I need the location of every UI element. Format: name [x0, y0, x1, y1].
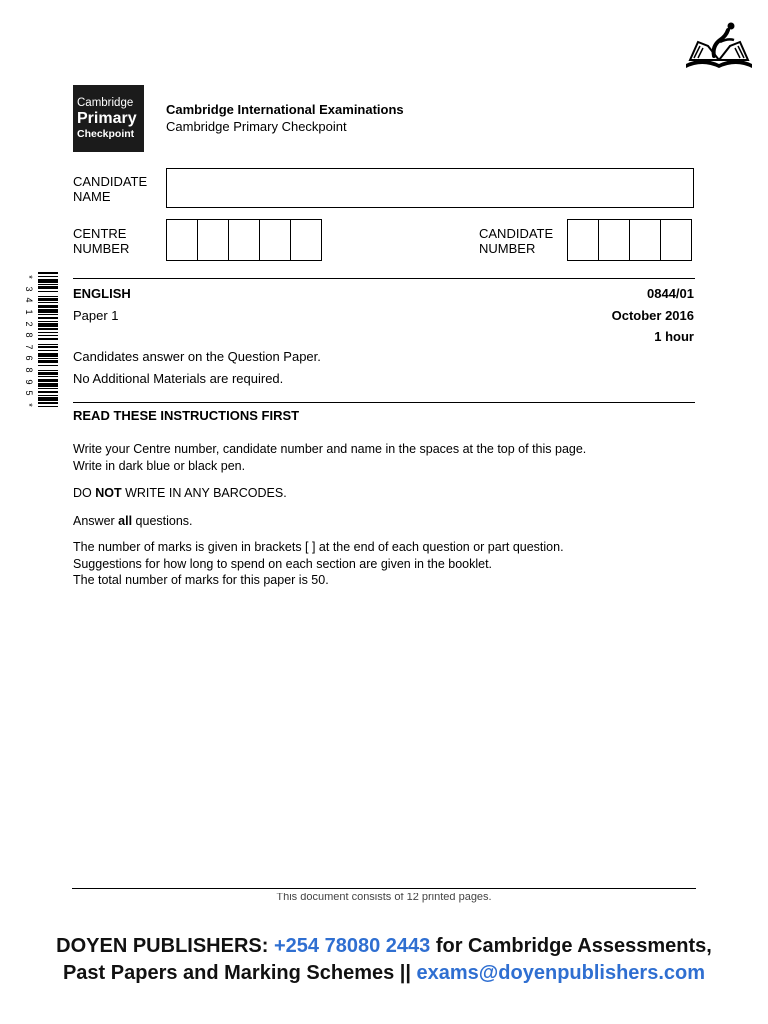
- footer-divider: [72, 888, 696, 889]
- instructions-paragraph-2: [73, 485, 693, 502]
- centre-digit-box[interactable]: [228, 219, 260, 261]
- candidate-digit-box[interactable]: [660, 219, 692, 261]
- org-title: Cambridge International Examinations: [166, 102, 404, 117]
- barcode: [22, 272, 62, 410]
- page-count-note: [0, 893, 768, 903]
- barcode-digits: [22, 272, 34, 410]
- publisher-banner: [0, 933, 768, 987]
- barcode-digit: 1: [24, 309, 34, 315]
- barcode-digit: 7: [24, 344, 34, 350]
- centre-digit-box[interactable]: [197, 219, 229, 261]
- barcode-bars: [38, 272, 58, 410]
- answer-instruction: Candidates answer on the Question Paper.: [73, 349, 321, 364]
- barcode-digit: 9: [24, 379, 34, 385]
- publisher-phone-link[interactable]: +254 78080 2443: [273, 935, 431, 957]
- divider: [73, 402, 695, 403]
- candidate-name-label: [73, 174, 147, 204]
- divider: [73, 278, 695, 279]
- publisher-name: DOYEN PUBLISHERS:: [56, 935, 269, 957]
- paper-number: Paper 1: [73, 308, 119, 323]
- subject: ENGLISH: [73, 286, 131, 301]
- centre-number-label: [73, 226, 129, 256]
- instruction-line: The total number of marks for this paper is 50.: [73, 573, 329, 587]
- centre-number-field: [166, 219, 322, 261]
- exam-session: October 2016: [611, 308, 694, 323]
- instruction-emphasis: NOT: [95, 486, 122, 500]
- instruction-text: WRITE IN ANY BARCODES.: [121, 486, 287, 500]
- logo-line-2: Primary: [77, 110, 137, 127]
- publisher-tagline: for Cambridge Assessments,: [435, 935, 712, 957]
- materials-note: No Additional Materials are required.: [73, 371, 284, 386]
- barcode-digit: 5: [24, 390, 34, 396]
- candidate-name-label-line-2: NAME: [73, 189, 111, 204]
- instruction-text: DO: [73, 486, 96, 500]
- reader-book-icon: [684, 20, 754, 72]
- candidate-number-field: [567, 219, 692, 261]
- instruction-text: questions.: [132, 514, 193, 528]
- barcode-digit: 2: [24, 320, 34, 326]
- centre-digit-box[interactable]: [166, 219, 198, 261]
- instruction-line: Write in dark blue or black pen.: [73, 458, 246, 473]
- instruction-text: Answer: [73, 514, 119, 528]
- logo-line-3: Checkpoint: [77, 128, 135, 140]
- centre-number-label-line-1: CENTRE: [73, 226, 127, 241]
- candidate-number-label: [479, 226, 553, 256]
- candidate-name-label-line-1: CANDIDATE: [73, 174, 148, 189]
- org-subtitle: Cambridge Primary Checkpoint: [166, 119, 347, 134]
- syllabus-code: 0844/01: [647, 286, 694, 301]
- barcode-digit: *: [24, 403, 34, 407]
- cambridge-primary-checkpoint-logo: [73, 85, 144, 152]
- instructions-heading: READ THESE INSTRUCTIONS FIRST: [73, 408, 300, 423]
- barcode-digit: *: [24, 275, 34, 279]
- candidate-name-field[interactable]: [166, 168, 694, 208]
- candidate-number-label-line-1: CANDIDATE: [479, 226, 554, 241]
- instruction-emphasis: all: [118, 514, 133, 528]
- candidate-digit-box[interactable]: [598, 219, 630, 261]
- barcode-bar: [38, 407, 58, 409]
- instructions-paragraph-3: [73, 513, 693, 530]
- barcode-digit: 6: [24, 355, 34, 361]
- publisher-tagline-2: Past Papers and Marking Schemes ||: [62, 962, 411, 984]
- instructions-paragraph-1: [73, 441, 693, 474]
- logo-line-1: Cambridge: [77, 97, 134, 109]
- barcode-digit: 4: [24, 297, 34, 303]
- barcode-digit: 8: [24, 367, 34, 373]
- candidate-digit-box[interactable]: [567, 219, 599, 261]
- centre-digit-box[interactable]: [259, 219, 291, 261]
- barcode-digit: 8: [24, 332, 34, 338]
- barcode-digit: 3: [24, 286, 34, 292]
- publisher-line-2: [0, 960, 768, 987]
- candidate-number-label-line-2: NUMBER: [479, 241, 536, 256]
- instruction-line: Write your Centre number, candidate number and name in the spaces at the top of this page.: [73, 442, 587, 456]
- instruction-line: The number of marks is given in brackets [ ] at the end of each question or part question.: [73, 540, 564, 554]
- page-count-text: This document consists of 12 printed pages.: [276, 893, 492, 903]
- instructions-paragraph-4: [73, 539, 693, 589]
- candidate-digit-box[interactable]: [629, 219, 661, 261]
- exam-duration: 1 hour: [654, 329, 694, 344]
- publisher-line-1: [0, 933, 768, 960]
- instruction-line: Suggestions for how long to spend on each section are given in the booklet.: [73, 556, 493, 571]
- centre-number-label-line-2: NUMBER: [73, 241, 130, 256]
- publisher-email-link[interactable]: exams@doyenpublishers.com: [416, 962, 706, 984]
- centre-digit-box[interactable]: [290, 219, 322, 261]
